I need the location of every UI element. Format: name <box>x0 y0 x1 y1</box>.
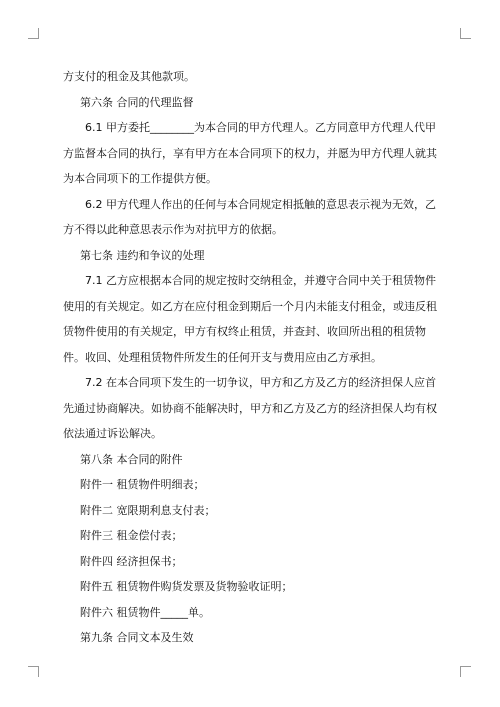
attachment-3: 附件三 租金偿付表； <box>80 529 183 542</box>
paragraph-continuation: 方支付的租金及其他款项。 <box>63 70 195 83</box>
attachment-2: 附件二 宽限期利息支付表； <box>80 503 216 517</box>
attachment-5: 附件五 租赁物件购货发票及货物验收证明； <box>80 580 293 593</box>
document-body <box>63 64 439 651</box>
attachment-1: 附件一 租赁物件明细表； <box>80 478 205 491</box>
clause-6-2: 6.2 甲方代理人作出的任何与本合同规定相抵触的意思表示视为无效，乙方不得以此种意思表示作为对抗甲方的依据。 <box>63 197 436 236</box>
attachment-4: 附件四 经济担保书； <box>80 554 183 568</box>
article-9-heading: 第九条 合同文本及生效 <box>80 631 194 644</box>
crop-mark-top-left <box>28 28 39 39</box>
article-8-heading: 第八条 本合同的附件 <box>80 452 183 466</box>
article-6-heading: 第六条 合同的代理监督 <box>80 95 194 109</box>
clause-7-2: 7.2 在本合同项下发生的一切争议，甲方和乙方及乙方的经济担保人应首先通过协商解决。如协商不能解决时，甲方和乙方及乙方的经济担保人均有权依法通过诉讼解决。 <box>63 376 437 440</box>
crop-mark-top-right <box>460 28 471 39</box>
crop-mark-bottom-left <box>28 666 39 677</box>
crop-mark-bottom-right <box>460 666 471 677</box>
article-7-heading: 第七条 违约和争议的处理 <box>80 248 205 262</box>
clause-6-1: 6.1 甲方委托________为本合同的甲方代理人。乙方同意甲方代理人代甲方监督本合同的执行，享有甲方在本合同项下的权力，并愿为甲方代理人就其为本合同项下的工作提供方便。 <box>63 121 437 185</box>
clause-7-1: 7.1 乙方应根据本合同的规定按时交纳租金，并遵守合同中关于租赁物件使用的有关规定。如乙方在应付租金到期后一个月内未能支付租金，或违反租赁物件使用的有关规定，甲方有权终止租赁，并查封、收回所出租的租赁物件。收回、处理租赁物件所发生的任何开支与费用应由乙方承担。 <box>63 274 437 364</box>
attachment-6: 附件六 租赁物件_____单。 <box>80 605 210 619</box>
